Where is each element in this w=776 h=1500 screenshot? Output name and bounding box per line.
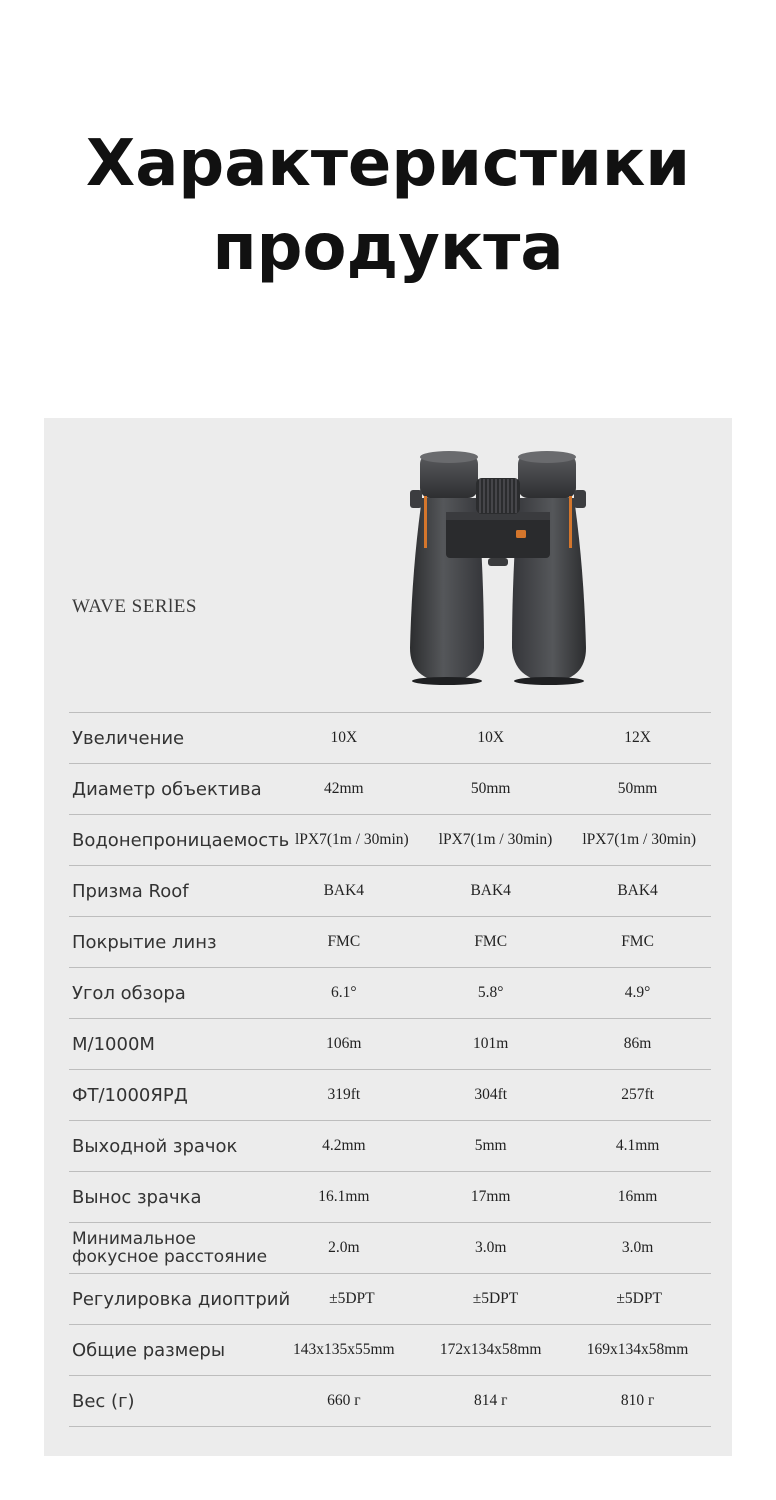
page-title-line-2: продукта xyxy=(212,211,564,285)
spec-value: ±5DPT xyxy=(616,1290,662,1307)
spec-label: Увеличение xyxy=(72,727,185,749)
spec-row xyxy=(69,1121,711,1172)
spec-label xyxy=(69,1230,270,1266)
specs-panel xyxy=(44,418,732,1456)
spec-value: 257ft xyxy=(621,1086,654,1103)
spec-row xyxy=(69,1172,711,1223)
spec-value: 4.2mm xyxy=(322,1137,366,1154)
series-label: WAVE SERlES xyxy=(72,596,197,617)
spec-value: BAK4 xyxy=(323,882,365,899)
spec-value: FMC xyxy=(474,933,508,950)
spec-value: 101m xyxy=(473,1035,509,1052)
spec-row xyxy=(69,866,711,917)
spec-value: 50mm xyxy=(617,780,658,797)
spec-value: 6.1° xyxy=(331,984,357,1001)
spec-label: Диаметр объектива xyxy=(72,778,262,800)
spec-label: Покрытие линз xyxy=(72,931,217,953)
spec-label: Общие размеры xyxy=(72,1339,226,1361)
spec-value: 814 г xyxy=(473,1392,508,1409)
spec-value: 660 г xyxy=(327,1392,361,1409)
spec-row xyxy=(69,917,711,968)
spec-label: Выходной зрачок xyxy=(72,1135,238,1157)
spec-value: 304ft xyxy=(474,1086,508,1103)
spec-value: FMC xyxy=(621,933,654,950)
spec-value: lPX7(1m / 30min) xyxy=(582,831,697,848)
spec-value: 10X xyxy=(477,729,505,746)
spec-label-line-1: Минимальное xyxy=(72,1229,196,1249)
page-title-line-1: Характеристики xyxy=(85,127,691,201)
spec-value: 42mm xyxy=(324,780,364,797)
spec-value: 50mm xyxy=(470,780,511,797)
spec-value: 2.0m xyxy=(328,1239,360,1256)
spec-label: M/1000M xyxy=(72,1033,155,1055)
spec-value: 17mm xyxy=(470,1188,511,1205)
spec-table xyxy=(69,712,711,1427)
spec-value: 3.0m xyxy=(621,1239,654,1256)
spec-value: ±5DPT xyxy=(329,1290,375,1307)
spec-row xyxy=(69,1223,711,1274)
spec-row xyxy=(69,815,711,866)
spec-row xyxy=(69,764,711,815)
spec-value: 16.1mm xyxy=(318,1188,370,1205)
spec-value: lPX7(1m / 30min) xyxy=(438,831,553,848)
spec-value: ±5DPT xyxy=(472,1290,519,1307)
spec-value: BAK4 xyxy=(617,882,658,899)
spec-value: lPX7(1m / 30min) xyxy=(295,831,409,848)
spec-label: Вес (г) xyxy=(72,1390,135,1412)
spec-label: Призма Roof xyxy=(72,880,189,902)
spec-value: 319ft xyxy=(327,1086,361,1103)
spec-value: FMC xyxy=(327,933,361,950)
spec-row xyxy=(69,1070,711,1121)
spec-value: 3.0m xyxy=(474,1239,507,1256)
spec-value: 143x135x55mm xyxy=(293,1341,395,1358)
spec-label: Угол обзора xyxy=(72,982,186,1004)
spec-value: 12X xyxy=(624,729,651,746)
spec-row xyxy=(69,968,711,1019)
spec-value: 10X xyxy=(330,729,358,746)
spec-value: 16mm xyxy=(617,1188,658,1205)
spec-label-line-2: фокусное расстояние xyxy=(72,1247,268,1267)
spec-value: 172x134x58mm xyxy=(439,1341,542,1358)
spec-value: 86m xyxy=(623,1035,652,1052)
binoculars-image xyxy=(398,448,598,700)
spec-value: 169x134x58mm xyxy=(586,1341,689,1358)
spec-label: ФТ/1000ЯРД xyxy=(72,1084,188,1106)
spec-row xyxy=(69,1376,711,1427)
spec-value: 106m xyxy=(326,1035,362,1052)
page-title xyxy=(0,122,776,290)
spec-label: Регулировка диоптрий xyxy=(72,1288,291,1310)
spec-row xyxy=(69,713,711,764)
spec-row xyxy=(69,1274,711,1325)
spec-value: 810 г xyxy=(620,1392,655,1409)
spec-value: 5mm xyxy=(474,1137,507,1154)
spec-row xyxy=(69,1325,711,1376)
spec-value: 4.1mm xyxy=(615,1137,660,1154)
spec-value: BAK4 xyxy=(470,882,511,899)
spec-row xyxy=(69,1019,711,1070)
spec-label: Водонепроницаемость xyxy=(72,829,290,851)
spec-label: Вынос зрачка xyxy=(72,1186,202,1208)
spec-value: 5.8° xyxy=(477,984,504,1001)
spec-value: 4.9° xyxy=(624,984,651,1001)
